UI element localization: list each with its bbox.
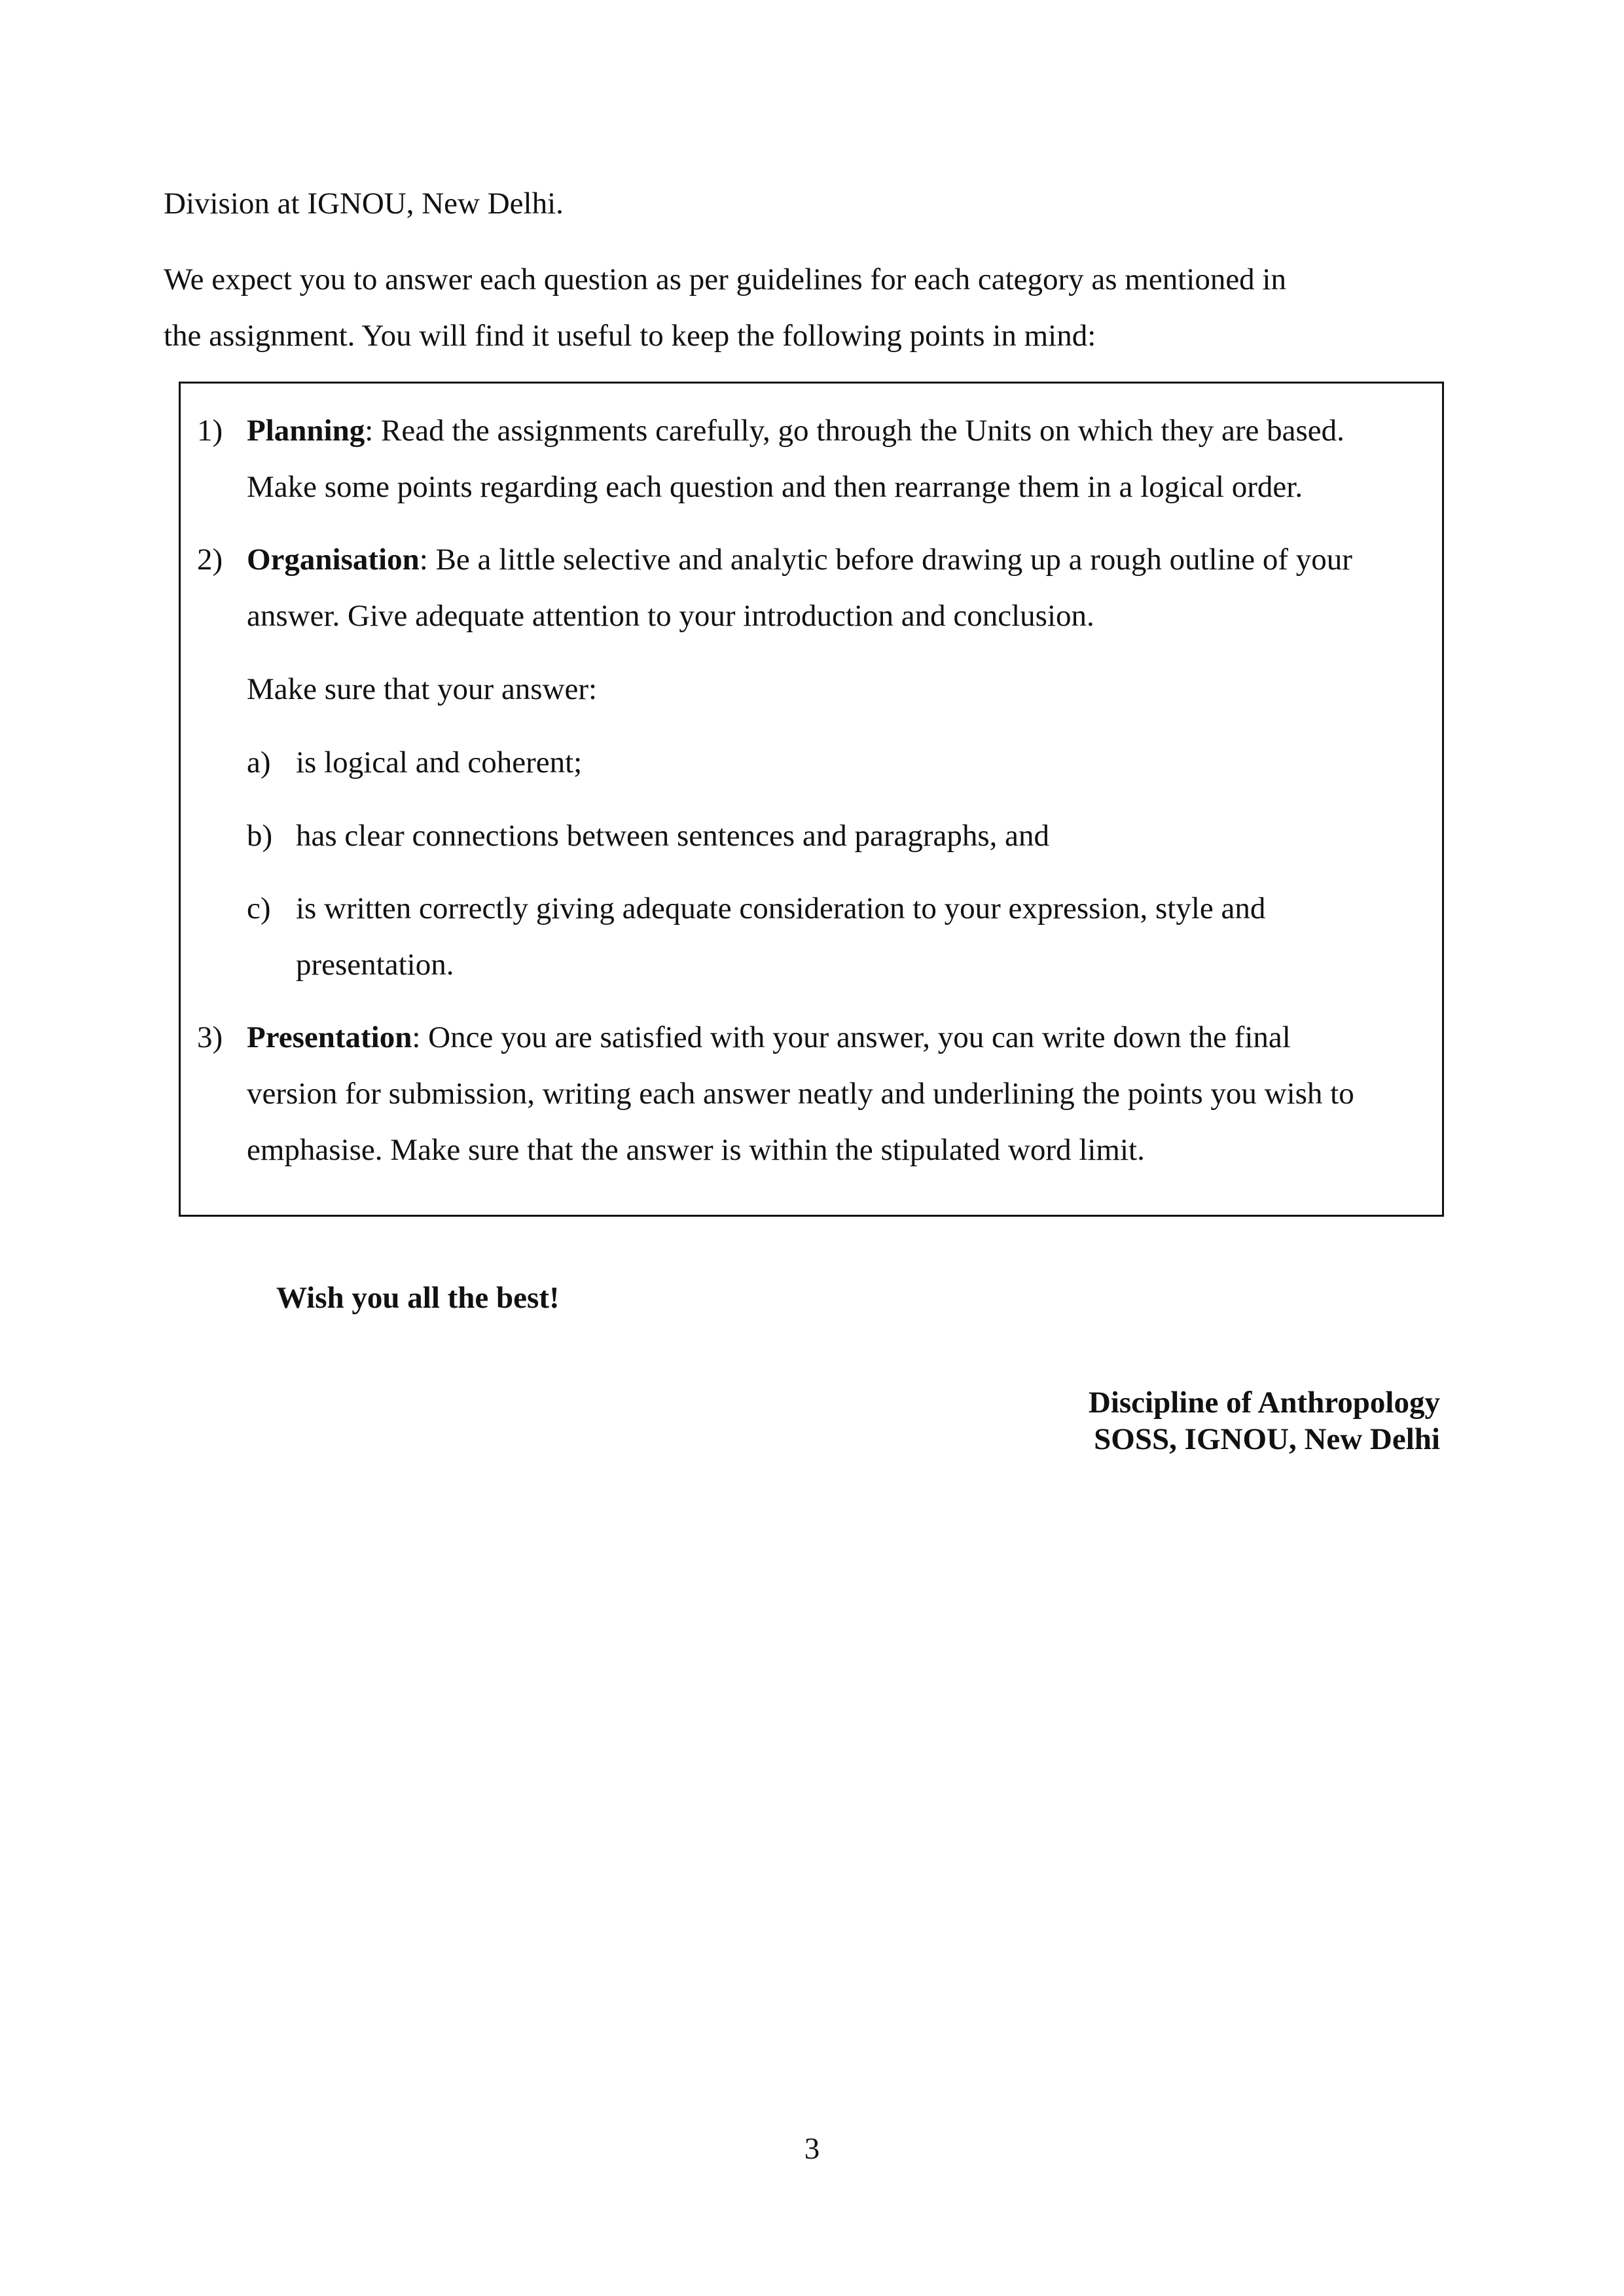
signature-block [1089, 1384, 1440, 1458]
intro-line-1: Division at IGNOU, New Delhi. [164, 187, 564, 221]
item-number: 1) [197, 414, 223, 448]
subitem-text: is written correctly giving adequate consideration to your expression, style and [296, 891, 1266, 925]
item-text: answer. Give adequate attention to your introduction and conclusion. [247, 599, 1094, 633]
subitem-text: has clear connections between sentences and paragraphs, and [296, 819, 1049, 853]
item-text: emphasise. Make sure that the answer is within the stipulated word limit. [247, 1133, 1145, 1167]
subitem-text: is logical and coherent; [296, 745, 583, 780]
subitem-letter: c) [247, 891, 271, 925]
signature-line-1: Discipline of Anthropology [1088, 1386, 1440, 1420]
item-first-line [247, 541, 1352, 578]
item-note: Make sure that your answer: [247, 672, 598, 706]
item-term: Planning [247, 414, 365, 448]
page-number: 3 [804, 2132, 820, 2166]
item-text: : Read the assignments carefully, go through the Units on which they are based. [365, 414, 1344, 448]
closing-wish: Wish you all the best! [276, 1281, 560, 1315]
item-term: Presentation [247, 1020, 412, 1054]
item-text: Make some points regarding each question and then rearrange them in a logical order. [247, 470, 1303, 504]
intro-line-3: the assignment. You will find it useful to keep the following points in mind: [164, 319, 1096, 353]
signature-line-2: SOSS, IGNOU, New Delhi [1094, 1422, 1440, 1456]
item-text: version for submission, writing each answer neatly and underlining the points you wish to [247, 1077, 1354, 1111]
item-text: : Once you are satisfied with your answer, you can write down the final [412, 1020, 1291, 1054]
subitem-text: presentation. [296, 948, 454, 982]
item-first-line [247, 412, 1344, 449]
item-term: Organisation [247, 543, 420, 577]
item-number: 2) [197, 543, 223, 577]
intro-line-2: We expect you to answer each question as per guidelines for each category as mentioned in [164, 262, 1286, 296]
item-first-line [247, 1019, 1291, 1056]
item-text: : Be a little selective and analytic before drawing up a rough outline of your [419, 543, 1352, 577]
subitem-letter: a) [247, 745, 271, 780]
item-number: 3) [197, 1020, 223, 1054]
subitem-letter: b) [247, 819, 273, 853]
